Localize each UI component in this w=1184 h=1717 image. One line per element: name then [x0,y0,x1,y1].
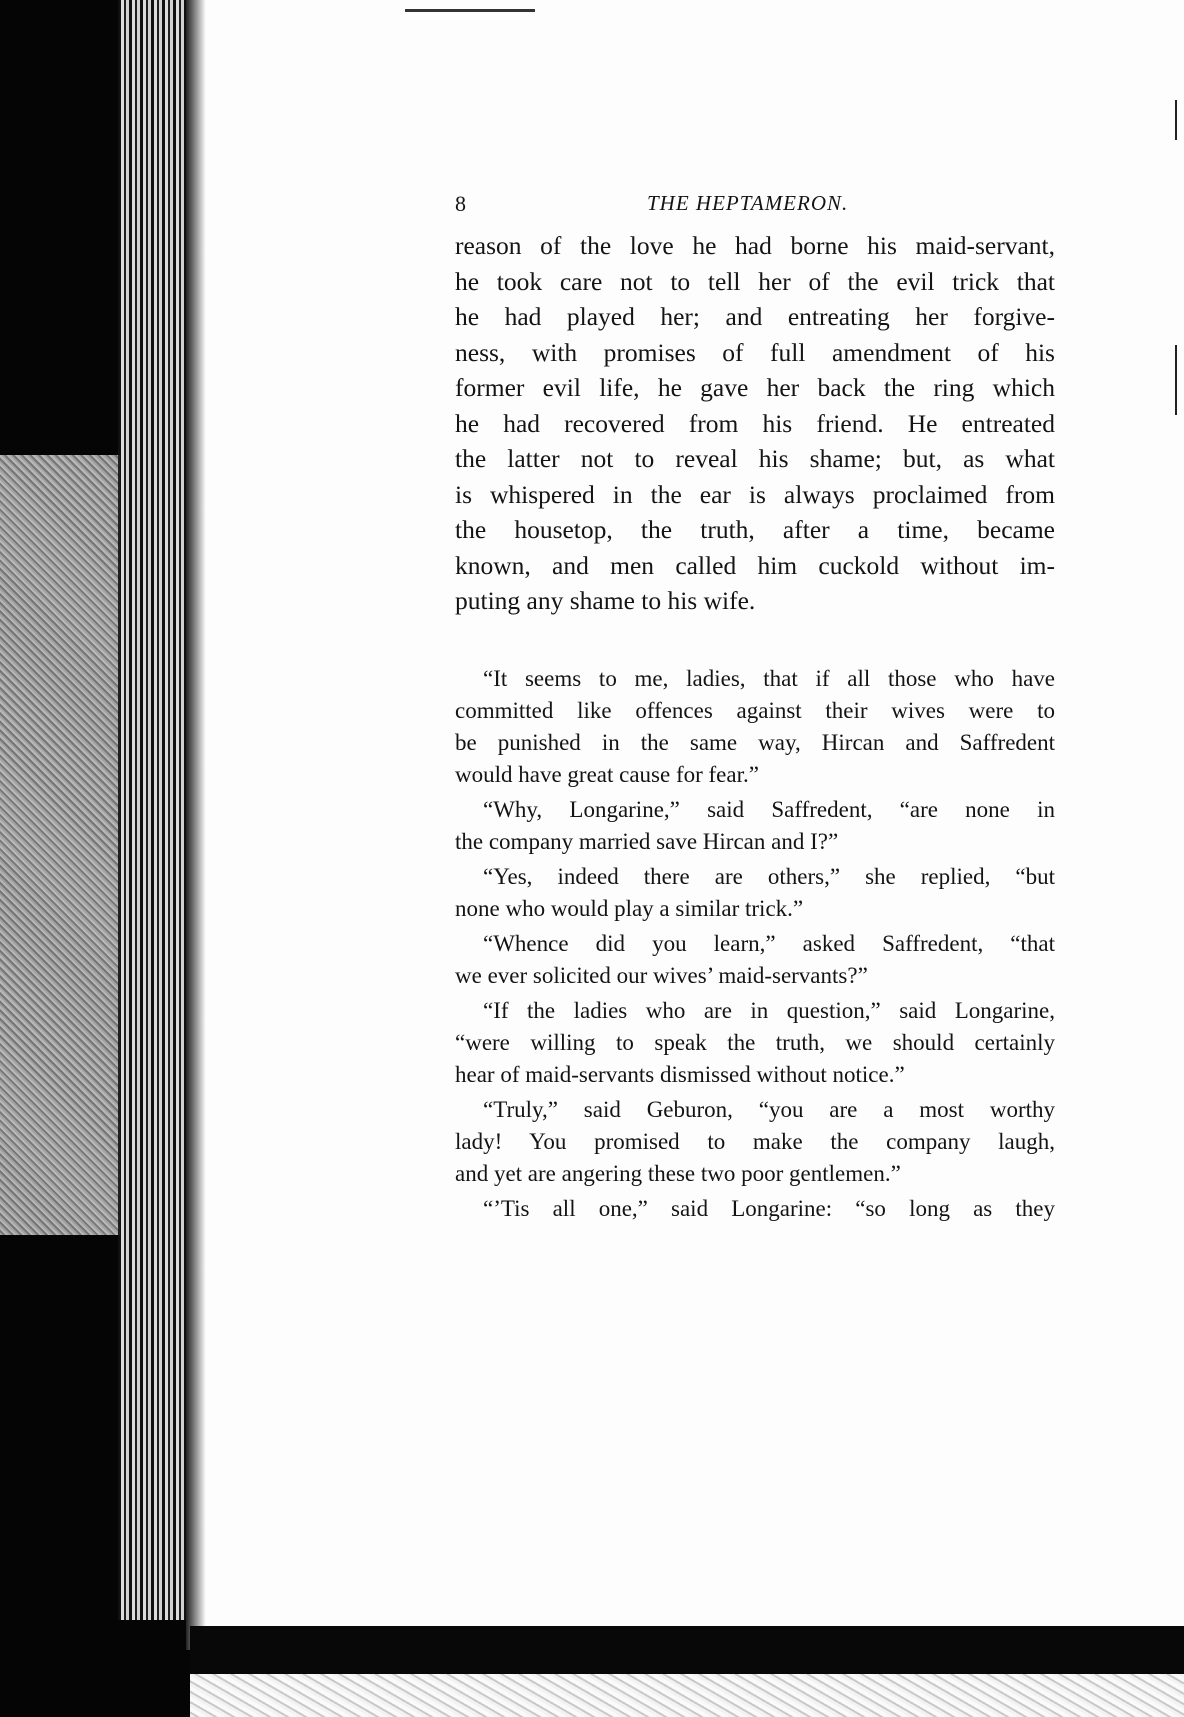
text-line: lady! You promised to make the company laugh, [455,1128,1055,1154]
dialogue-paragraph [455,663,1055,791]
text-line: committed like offences against their wives were to [455,697,1055,723]
text-line: and yet are angering these two poor gentlemen.” [455,1160,901,1186]
text-line: hear of maid-servants dismissed without notice.” [455,1061,905,1087]
text-line: the company married save Hircan and I?” [455,828,839,854]
bottom-scan-noise [190,1674,1184,1717]
text-line: the latter not to reveal his shame; but, as what [455,444,1055,473]
running-title: THE HEPTAMERON. [647,191,849,215]
top-scan-mark [405,9,535,12]
dialogue-paragraph [455,794,1055,858]
text-line: ness, with promises of full amendment of his [455,337,1055,367]
text-line: he had played her; and entreating her forgive- [455,302,1055,331]
text-line: “were willing to speak the truth, we should certainly [455,1029,1055,1055]
spine-edge [186,0,206,1650]
text-line: be punished in the same way, Hircan and Saffredent [455,729,1055,755]
bottom-shadow-band [190,1626,1184,1674]
dialogue-section [455,663,1055,1225]
text-line: puting any shame to his wife. [455,586,756,615]
text-block [455,188,1055,1228]
text-line: he took care not to tell her of the evil trick that [455,266,1055,296]
text-line: known, and men called him cuckold without im- [455,550,1055,580]
dialogue-paragraph [455,928,1055,992]
text-line: is whispered in the ear is always proclaimed from [455,479,1055,509]
dialogue-paragraph [455,1094,1055,1190]
text-line: “Why, Longarine,” said Saffredent, “are none in [483,796,1055,822]
text-line: former evil life, he gave her back the ring which [455,373,1055,402]
right-scan-mark [1175,345,1177,415]
text-line: “’Tis all one,” said Longarine: “so long as they [483,1195,1055,1221]
dialogue-paragraph [455,861,1055,925]
text-line: we ever solicited our wives’ maid-servants?” [455,962,868,988]
spine-shadow [0,455,120,1235]
dialogue-paragraph [455,995,1055,1091]
dialogue-paragraph [455,1193,1055,1225]
text-line: he had recovered from his friend. He entreated [455,408,1055,438]
text-line: none who would play a similar trick.” [455,895,804,921]
text-line: “Whence did you learn,” asked Saffredent, “that [483,930,1055,956]
text-line: “Truly,” said Geburon, “you are a most worthy [483,1096,1055,1122]
page-header [455,188,1055,228]
text-line: “If the ladies who are in question,” said Longarine, [483,997,1055,1023]
text-line: “It seems to me, ladies, that if all those who have [483,665,1055,691]
text-line: would have great cause for fear.” [455,761,759,787]
text-line: “Yes, indeed there are others,” she replied, “but [483,863,1055,889]
page-edges [118,0,188,1620]
right-scan-mark [1175,100,1177,140]
text-line: the housetop, the truth, after a time, became [455,515,1055,544]
page-number: 8 [455,191,466,216]
narrative-paragraph [455,228,1055,619]
text-line: reason of the love he had borne his maid-servant, [455,231,1055,260]
